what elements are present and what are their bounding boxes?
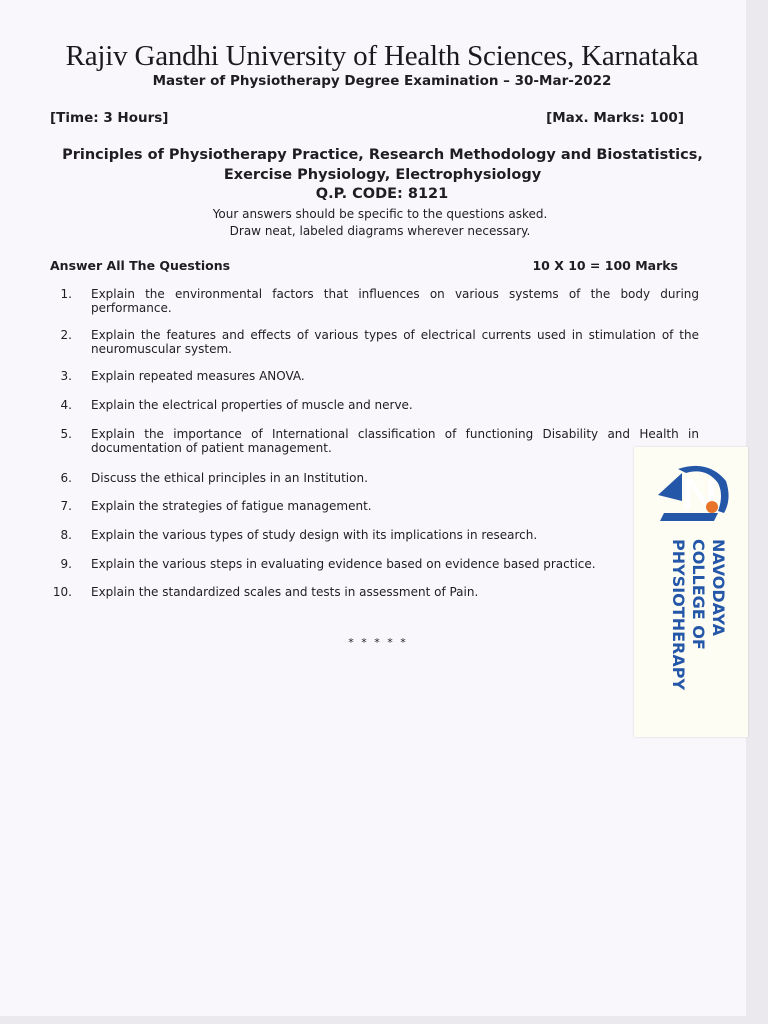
question-number: 5. [60,427,72,441]
question-number: 10. [52,585,72,599]
max-marks: [Max. Marks: 100] [546,110,684,126]
logo-swoosh [658,473,682,501]
question-text: Explain the features and effects of various types of electrical currents used in stimulation of the neuromuscular system. [91,328,699,356]
question-number: 9. [60,557,72,571]
question-text: Explain the various steps in evaluating evidence based on evidence based practice. [91,557,596,571]
college-name-vertical [648,539,738,719]
marks-scheme: 10 X 10 = 100 Marks [532,258,678,273]
question-number: 7. [60,499,72,513]
college-name-line2: COLLEGE OF [689,539,708,650]
question-text: Explain the various types of study design with its implications in research. [91,528,538,542]
section-heading: Answer All The Questions [50,258,231,273]
logo-base [660,513,718,521]
question-number: 6. [60,471,72,485]
subject-title-line1: Principles of Physiotherapy Practice, Research Methodology and Biostatistics, [62,147,703,163]
question-text: Explain the importance of International classification of functioning Disability and Health in documentation of patient management. [91,427,699,455]
question-number: 8. [60,528,72,542]
question-text: Explain the strategies of fatigue management. [91,499,372,513]
question-number: 2. [60,328,72,342]
question-text: Explain the environmental factors that influences on various systems of the body during performance. [91,287,699,315]
subject-title-line2: Exercise Physiology, Electrophysiology [223,167,542,183]
college-name-line3: PHYSIOTHERAPY [669,539,688,691]
college-watermark-sticker [634,447,748,737]
university-title: Rajiv Gandhi University of Health Sciences, Karnataka [65,40,699,72]
question-text: Discuss the ethical principles in an Institution. [91,471,368,485]
question-number: 1. [60,287,72,301]
logo-dot [706,501,718,513]
question-number: 4. [60,398,72,412]
end-of-paper-mark: * * * * * [348,636,408,649]
question-text: Explain the standardized scales and tests in assessment of Pain. [91,585,479,599]
question-number: 3. [60,369,72,383]
navodaya-logo-icon [648,459,734,525]
instruction-diagrams: Draw neat, labeled diagrams wherever necessary. [229,224,531,238]
exam-duration: [Time: 3 Hours] [50,110,169,126]
question-text: Explain the electrical properties of muscle and nerve. [91,398,413,412]
qp-code: Q.P. CODE: 8121 [315,186,449,202]
exam-title: Master of Physiotherapy Degree Examination – 30-Mar-2022 [152,73,612,89]
college-name-line1: NAVODAYA [709,539,728,636]
question-text: Explain repeated measures ANOVA. [91,369,305,383]
instruction-specific: Your answers should be specific to the questions asked. [212,207,548,221]
